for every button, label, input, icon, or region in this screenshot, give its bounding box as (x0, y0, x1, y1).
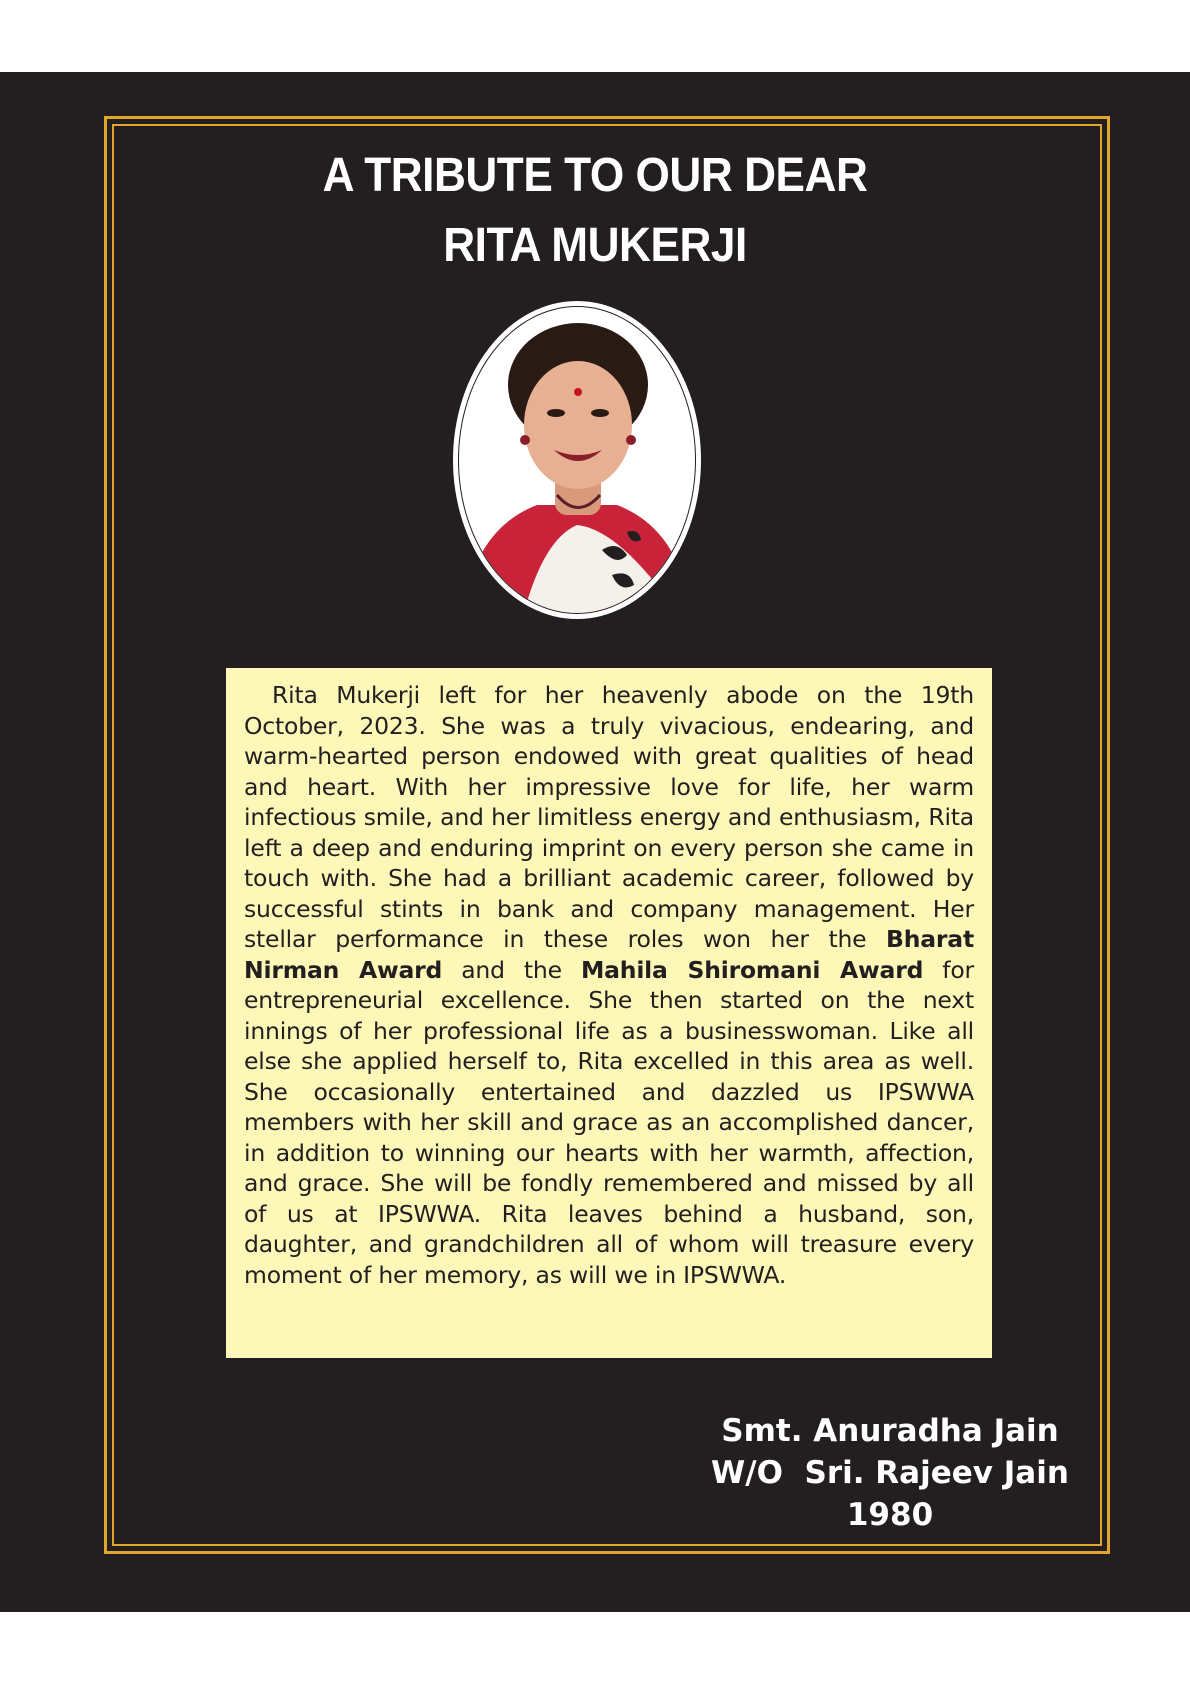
bindi-mark (574, 388, 582, 396)
face-shape (524, 361, 632, 489)
signature-name: Smt. Anuradha Jain (721, 1413, 1059, 1449)
tribute-paragraph (244, 680, 974, 1290)
page-title-line-1: A TRIBUTE TO OUR DEAR (322, 149, 868, 202)
tribute-text-part-3: for entrepreneurial excellence. She then started on the next innings of her professional life as a businesswoman. Like all else she applied herself to, Rita excelled in this area as well. She occasionally entertained and dazzled us IPSWWA members with her skill and grace as an accomplished dancer, in addition to winning our hearts with her warmth, affection, and grace. She will be fondly remembered and missed by all of us at IPSWWA. Rita leaves behind a husband, son, daughter, and grandchildren all of whom will treasure every moment of her memory, as will we in IPSWWA. (244, 955, 975, 1289)
award-mahila-shiromani: Mahila Shiromani Award (580, 955, 924, 984)
portrait-photo (452, 300, 702, 620)
signature-year: 1980 (846, 1497, 934, 1533)
tribute-text-part-1: Rita Mukerji left for her heavenly abode on the 19th October, 2023. She was a truly vivacious, endearing, and warm-hearted person endowed with great qualities of head and heart. With her impressive love for life, her warm infectious smile, and her limitless energy and enthusiasm, Rita left a deep and enduring imprint on every person she came in touch with. She had a brilliant academic career, followed by successful stints in bank and company management. Her stellar performance in these roles won her the (244, 681, 974, 953)
signature-relation: W/O Sri. Rajeev Jain (711, 1455, 1069, 1491)
award-bharat-nirman: Bharat Nirman Award (244, 925, 974, 984)
tribute-text-part-2: and the (442, 955, 581, 984)
page-title-line-2: RITA MUKERJI (443, 219, 747, 272)
tribute-text-box (226, 668, 992, 1358)
signature-block (700, 1410, 1080, 1536)
